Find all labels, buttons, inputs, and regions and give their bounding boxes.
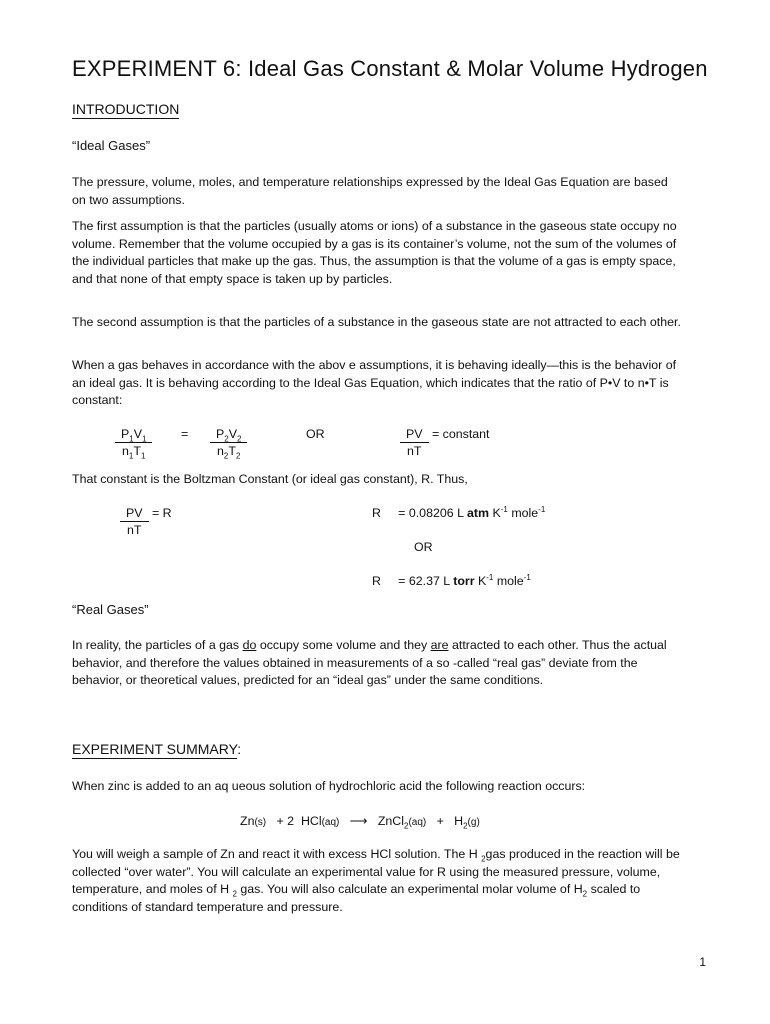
or-label-2: OR (414, 540, 433, 554)
summary-paragraph-1: When zinc is added to an aq ueous solution of hydrochloric acid the following reaction occurs: (72, 779, 586, 793)
experiment-summary-heading: EXPERIMENT SUMMARY: (72, 741, 242, 757)
pv-over-nt-equals-r: $\frac{PV}{nT}$ = R (120, 506, 172, 537)
fraction-p1v1-n1t1: $\frac{P_1V_1}{n_1T_1}$ (115, 427, 152, 458)
document-title: EXPERIMENT 6: Ideal Gas Constant & Molar Volume Hydrogen (72, 56, 708, 81)
reaction-equation: Zn(s) + 2 HCl(aq) ⟶ ZnCl$_2$(aq) + $H_2(g)$ (240, 814, 480, 831)
intro-paragraph-6: In reality, the particles of a gas do occupy some volume and they are attracted to each other. Thus the actual behavior, and therefore the values obtained in measurements of a so -called “real gas” deviate from the behavior, or theoretical values, predicted for an “ideal gas” under the same conditions. (72, 638, 667, 688)
introduction-heading: INTRODUCTION (72, 101, 180, 117)
ideal-gases-heading: “Ideal Gases” (72, 138, 151, 153)
intro-paragraph-2: The first assumption is that the particles (usually atoms or ions) of a substance in the gaseous state occupy no volume. Remember that the volume occupied by a gas is its container’s volume, not the sum of the volumes of the individual particles that make up the gas. Thus, the assumption is that the volume of a gas is empty space, and that none of that empty space is taken up by particles. (72, 219, 677, 286)
intro-paragraph-3: The second assumption is that the particles of a substance in the gaseous state are not attracted to each other. (72, 315, 681, 329)
pv-constant-equation: $\frac{PV}{nT}$ = constant (400, 427, 490, 458)
summary-paragraph-2: You will weigh a sample of Zn and react it with excess HCl solution. The H $_2$gas produced in the reaction will be collected “over water”. You will calculate an experimental value for R using the measured pressure, volume, temperature, and moles of H $_2$ gas. You will also calculate an experimental molar volume of $H_2$ scaled to conditions of standard temperature and pressure. (72, 847, 680, 914)
r-value-torr: R = 62.37 L torr $K^{-1}$ mole$^{-1}$ (372, 572, 531, 588)
fraction-p2v2-n2t2: $\frac{P_2V_2}{n_2T_2}$ (210, 427, 247, 458)
intro-paragraph-5: That constant is the Boltzman Constant (or ideal gas constant), R. Thus, (72, 472, 468, 486)
page-number: 1 (699, 955, 706, 969)
or-label: OR (306, 427, 325, 441)
intro-paragraph-4: When a gas behaves in accordance with the abov e assumptions, it is behaving ideally—this is the behavior of an ideal gas. It is behaving according to the Ideal Gas Equation, which indicates that the ratio of P•V to n•T is constant: (72, 358, 677, 408)
r-value-atm: R = 0.08206 L atm $K^{-1}$ mole$^{-1}$ (372, 504, 546, 520)
real-gases-heading: “Real Gases” (72, 602, 149, 617)
equals-sign: = (181, 427, 189, 441)
intro-paragraph-1: The pressure, volume, moles, and temperature relationships expressed by the Ideal Gas Equation are based on two assumptions. (72, 175, 668, 207)
